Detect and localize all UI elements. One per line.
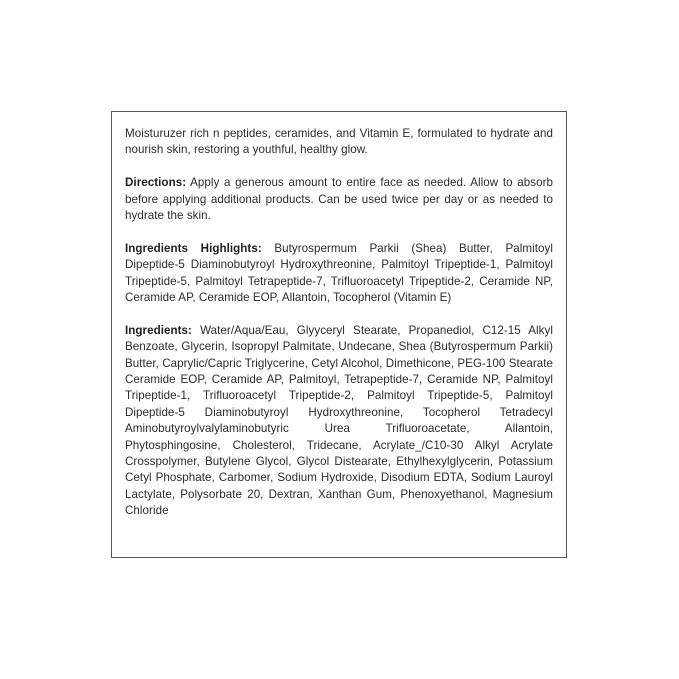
- directions-section: [125, 175, 553, 224]
- directions-text: Apply a generous amount to entire face as needed. Allow to absorb before applying additional products. Can be used twice per day or as needed to hydrate the skin.: [125, 176, 553, 223]
- product-description: Moisturuzer rich n peptides, ceramides, and Vitamin E, formulated to hydrate and nourish skin, restoring a youthful, healthy glow.: [125, 127, 553, 157]
- ingredients-heading: Ingredients:: [125, 323, 192, 337]
- ingredients-highlights-text: Butyrospermum Parkii (Shea) Butter, Palmitoyl Dipeptide-5 Diaminobutyroyl Hydroxythreonine, Palmitoyl Tripeptide-1, Palmitoyl Tripeptide-5, Palmitoyl Tetrapeptide-7, Trifluoroacetyl Tripeptide-2, Ceramide NP, Ceramide AP, Ceramide EOP, Allantoin, Tocopherol (Vitamin E): [125, 241, 554, 305]
- directions-heading: Directions:: [125, 176, 187, 190]
- ingredients-section: [125, 323, 553, 520]
- ingredients-highlights-heading: Ingredients Highlights:: [125, 241, 262, 255]
- ingredients-highlights-section: [125, 241, 553, 307]
- ingredients-text: Water/Aqua/Eau, Glyyceryl Stearate, Propanediol, C12-15 Alkyl Benzoate, Glycerin, Isopropyl Palmitate, Undecane, Shea (Butyrospermum Parkii) Butter, Caprylic/Capric Triglycerine, Cetyl Alcohol, Dimethicone, PEG-100 Stearate Ceramide EOP, Ceramide AP, Palmitoyl, Tetrapeptide-7, Ceramide NP, Palmitoyl Tripeptide-1, Trifluoroacetyl Tripeptide-2, Palmitoyl Tripeptide-5, Palmitoyl Dipeptide-5 Diaminobutyroyl Hydroxythreonine, Tocopherol Tetradecyl Aminobutyroylvalylaminobutyric Urea Trifluoroacetate, Allantoin, Phytosphingosine, Cholesterol, Tridecane, Acrylate_/C10-30 Alkyl Acrylate Crosspolymer, Butylene Glycol, Glycol Distearate, Ethylhexylglycerin, Potassium Cetyl Phosphate, Carbomer, Sodium Hydroxide, Disodium EDTA, Sodium Lauroyl Lactylate, Polysorbate 20, Dextran, Xanthan Gum, Phenoxyethanol, Magnesium Chloride: [125, 323, 553, 518]
- product-label-box: [111, 111, 567, 558]
